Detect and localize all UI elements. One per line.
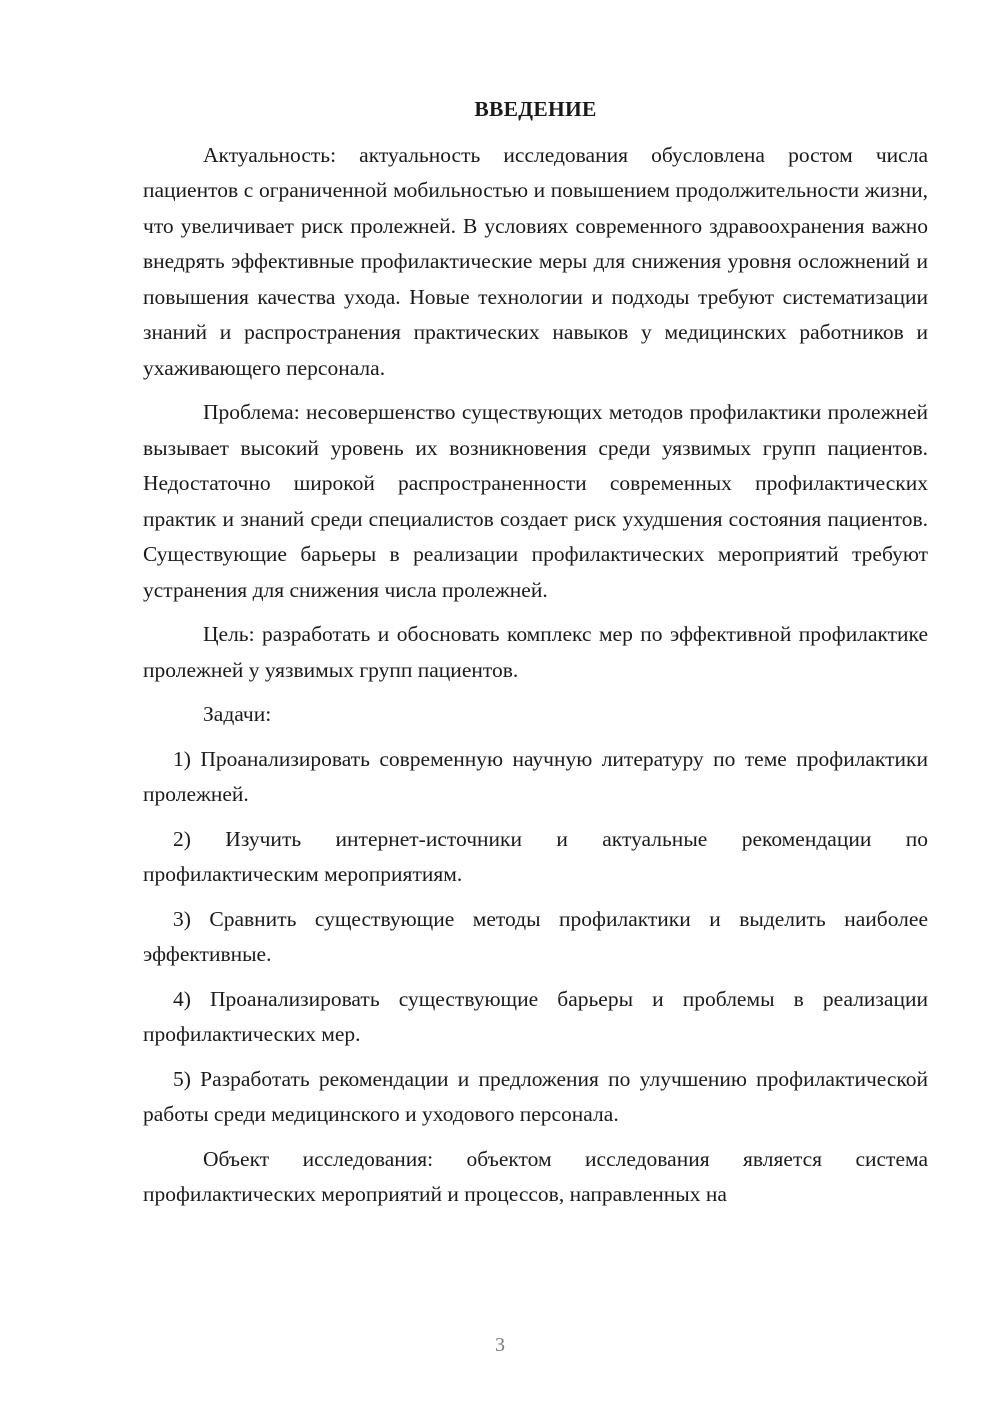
section-heading: ВВЕДЕНИЕ	[474, 97, 597, 121]
paragraph-object: Объект исследования: объектом исследования является система профилактических мероприятий и процессов, направленных на	[143, 1146, 928, 1206]
paragraph-tasks-label: Задачи:	[203, 702, 272, 726]
paragraph-goal: Цель: разработать и обосновать комплекс мер по эффективной профилактике пролежней у уязвимых групп пациентов.	[143, 622, 928, 682]
page-body	[143, 92, 928, 1222]
task-item-3: 3) Сравнить существующие методы профилактики и выделить наиболее эффективные.	[143, 906, 928, 966]
paragraph-problem: Проблема: несовершенство существующих методов профилактики пролежней вызывает высокий уровень их возникновения среди уязвимых групп пациентов. Недостаточно широкой распространенности современных профилактических практик и знаний среди специалистов создает риск ухудшения состояния пациентов. Существующие барьеры в реализации профилактических мероприятий требуют устранения для снижения числа пролежней.	[143, 400, 928, 602]
task-item-4: 4) Проанализировать существующие барьеры и проблемы в реализации профилактических мер.	[143, 986, 928, 1046]
task-item-2: 2) Изучить интернет-источники и актуальные рекомендации по профилактическим мероприятиям.	[143, 826, 928, 886]
task-item-1: 1) Проанализировать современную научную литературу по теме профилактики пролежней.	[143, 746, 928, 806]
task-item-5: 5) Разработать рекомендации и предложения по улучшению профилактической работы среди медицинского и уходового персонала.	[143, 1066, 928, 1126]
page-number: 3	[495, 1334, 505, 1356]
paragraph-relevance: Актуальность: актуальность исследования обусловлена ростом числа пациентов с ограниченной мобильностью и повышением продолжительности жизни, что увеличивает риск пролежней. В условиях современного здравоохранения важно внедрять эффективные профилактические меры для снижения уровня осложнений и повышения качества ухода. Новые технологии и подходы требуют систематизации знаний и распространения практических навыков у медицинских работников и ухаживающего персонала.	[143, 142, 928, 380]
